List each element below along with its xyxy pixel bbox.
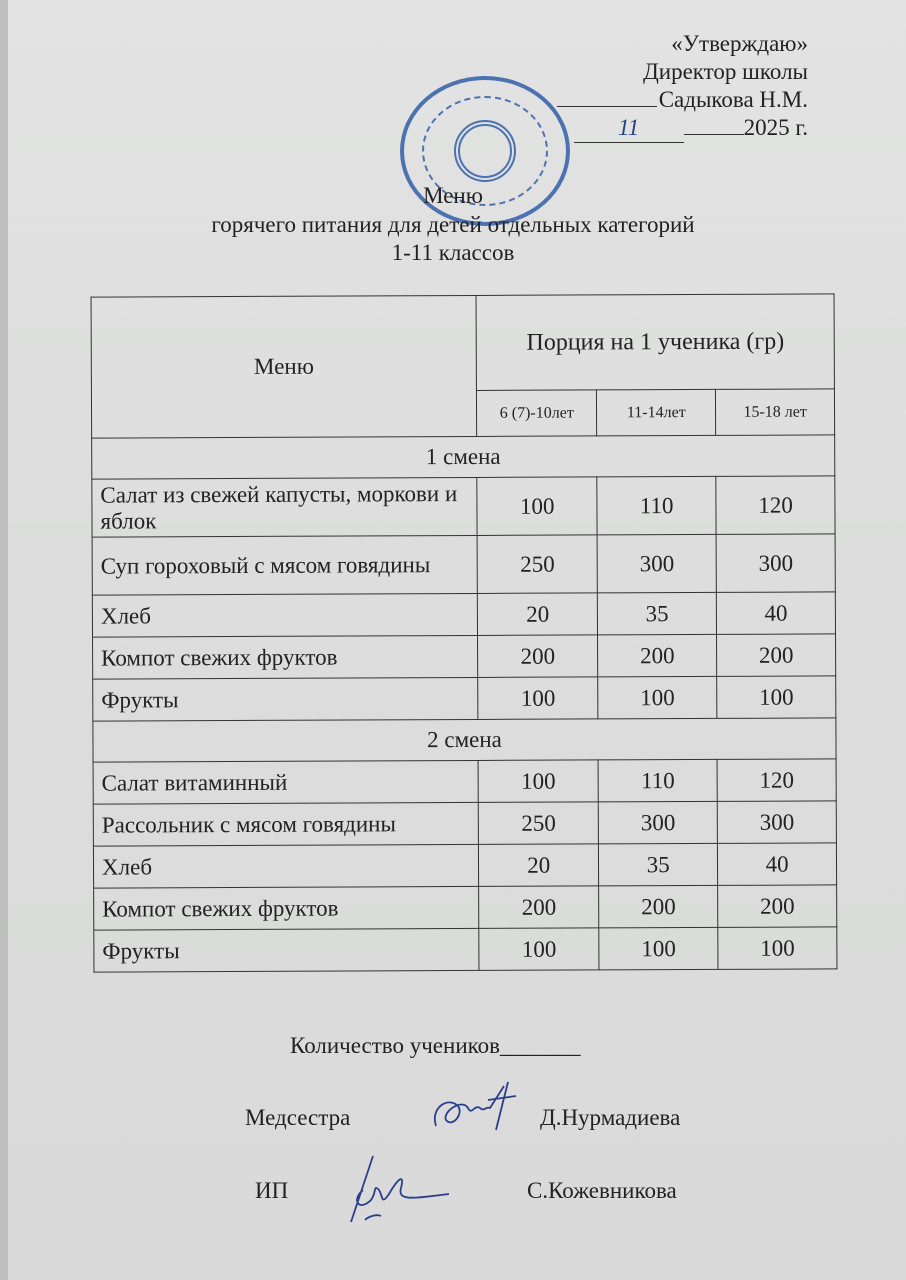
dish-name: Фрукты	[93, 677, 478, 721]
shift-1-label: 1 смена	[92, 435, 835, 479]
heading-subtitle: горячего питания для детей отдельных категорий	[211, 212, 695, 237]
ip-signature-icon	[345, 1150, 465, 1230]
portion-age-1: 100	[477, 477, 597, 536]
table-row	[93, 634, 836, 679]
portion-age-1: 200	[479, 886, 599, 929]
portion-age-3: 40	[717, 592, 836, 635]
portion-age-1: 250	[478, 802, 598, 845]
ip-role: ИП	[255, 1178, 289, 1203]
approval-date-line	[557, 114, 808, 143]
table-row	[93, 759, 836, 804]
portion-age-3: 200	[717, 634, 836, 677]
portion-age-3: 200	[718, 885, 837, 928]
nurse-name: Д.Нурмадиева	[540, 1105, 681, 1130]
table-row	[92, 592, 835, 637]
portion-age-2: 110	[597, 476, 716, 535]
approval-year: 2025 г.	[743, 115, 808, 140]
approval-name: Садыкова Н.М.	[658, 87, 808, 112]
dish-name: Суп гороховый с мясом говядины	[92, 535, 477, 595]
portion-age-2: 100	[598, 676, 717, 719]
portion-age-2: 110	[598, 759, 717, 802]
heading-grades: 1-11 классов	[391, 240, 515, 265]
portion-age-1: 100	[479, 928, 599, 971]
dish-name: Рассольник с мясом говядины	[93, 802, 478, 846]
portion-age-3: 120	[717, 759, 836, 802]
table-row	[93, 801, 836, 846]
header-menu: Меню	[91, 295, 477, 438]
dish-name: Хлеб	[92, 593, 477, 637]
students-count-label: Количество учеников_______	[290, 1033, 581, 1058]
portion-age-1: 20	[479, 844, 599, 887]
approval-title: «Утверждаю»	[671, 31, 808, 56]
stamp-emblem-icon	[454, 120, 516, 182]
table-row	[92, 476, 835, 537]
header-age-3: 15-18 лет	[716, 389, 835, 436]
portion-age-1: 20	[478, 593, 598, 636]
nurse-signature-icon	[428, 1078, 518, 1138]
nurse-role: Медсестра	[245, 1105, 351, 1130]
portion-age-2: 100	[599, 927, 718, 970]
approval-date-handwritten: 11	[574, 114, 684, 143]
table-row	[94, 885, 837, 930]
shift-2-label: 2 смена	[93, 718, 836, 762]
ip-name: С.Кожевникова	[527, 1178, 677, 1203]
dish-name: Хлеб	[93, 844, 478, 888]
dish-name: Салат витаминный	[93, 760, 478, 804]
header-age-1: 6 (7)-10лет	[477, 390, 597, 437]
dish-name: Фрукты	[94, 928, 479, 972]
approval-name-line	[557, 86, 808, 114]
portion-age-1: 100	[478, 677, 598, 720]
portion-age-3: 120	[716, 476, 835, 535]
portion-age-3: 40	[718, 843, 837, 886]
portion-age-1: 100	[478, 760, 598, 803]
portion-age-2: 300	[599, 801, 718, 844]
portion-age-2: 200	[599, 885, 718, 928]
dish-name: Салат из свежей капусты, моркови и яблок	[92, 477, 477, 537]
portion-age-3: 100	[718, 927, 837, 970]
approval-position: Директор школы	[643, 59, 808, 84]
dish-name: Компот свежих фруктов	[94, 886, 479, 930]
heading-menu: Меню	[423, 183, 483, 208]
portion-age-3: 300	[717, 801, 836, 844]
portion-age-2: 300	[597, 534, 716, 593]
portion-age-3: 100	[717, 676, 836, 719]
portion-age-2: 35	[598, 592, 717, 635]
table-row	[93, 676, 836, 721]
table-row	[94, 927, 837, 972]
table-row	[93, 843, 836, 888]
table-row	[92, 534, 835, 595]
portion-age-2: 200	[598, 634, 717, 677]
portion-age-3: 300	[716, 534, 835, 593]
header-portion: Порция на 1 ученика (гр)	[476, 294, 834, 391]
menu-table	[91, 293, 838, 972]
portion-age-1: 200	[478, 635, 598, 678]
portion-age-2: 35	[599, 843, 718, 886]
portion-age-1: 250	[477, 535, 597, 594]
dish-name: Компот свежих фруктов	[93, 635, 478, 679]
header-age-2: 11-14лет	[597, 389, 716, 436]
approval-block	[557, 30, 808, 143]
